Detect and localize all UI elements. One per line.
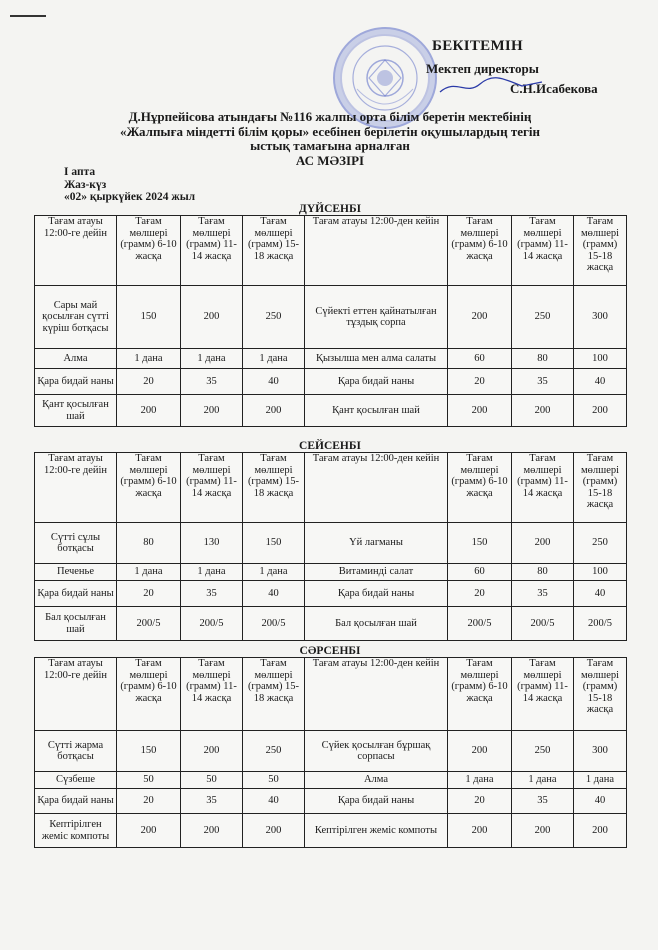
table-cell: Кептірілген жеміс компоты — [305, 814, 448, 848]
header-cell: Тағам мөлшері (грамм) 15-18 жасқа — [574, 658, 627, 731]
table-cell: 35 — [181, 789, 243, 814]
table-row — [35, 772, 627, 789]
table-cell: 100 — [574, 564, 627, 581]
table-cell: 200 — [448, 286, 512, 349]
header-cell: Тағам мөлшері (грамм) 11-14 жасқа — [181, 216, 243, 286]
table-cell: Алма — [35, 349, 117, 369]
table-cell: 1 дана — [181, 349, 243, 369]
table-cell: Витаминді салат — [305, 564, 448, 581]
table-cell: 50 — [243, 772, 305, 789]
document-title — [80, 110, 580, 168]
table-row — [35, 607, 627, 641]
date-label: «02» қыркүйек 2024 жыл — [64, 191, 196, 203]
table-cell: 1 дана — [574, 772, 627, 789]
table-cell: 200 — [243, 814, 305, 848]
table-cell: Кептірілген жеміс компоты — [35, 814, 117, 848]
table-cell: 1 дана — [243, 564, 305, 581]
table-cell: 1 дана — [243, 349, 305, 369]
table-cell: Қара бидай наны — [305, 369, 448, 395]
table-cell: Сүйек қосылған бұршақ сорпасы — [305, 731, 448, 772]
table-cell: 1 дана — [181, 564, 243, 581]
season-label: Жаз-күз — [64, 178, 107, 191]
table-cell: Печенье — [35, 564, 117, 581]
table-cell: 150 — [117, 286, 181, 349]
menu-meta — [64, 166, 195, 204]
header-cell: Тағам мөлшері (грамм) 15-18 жасқа — [243, 216, 305, 286]
table-cell: Алма — [305, 772, 448, 789]
table-cell: 200/5 — [512, 607, 574, 641]
table-cell: 20 — [448, 581, 512, 607]
table-cell: 35 — [512, 581, 574, 607]
table-cell: Үй лагманы — [305, 523, 448, 564]
approval-name: С.Н.Исабекова — [510, 81, 598, 96]
table-cell: Сүзбеше — [35, 772, 117, 789]
table-cell: 200 — [181, 731, 243, 772]
table-cell: 200 — [181, 814, 243, 848]
table-cell: 1 дана — [448, 772, 512, 789]
day-label: СЕЙСЕНБІ — [299, 440, 361, 452]
table-cell: 200 — [117, 814, 181, 848]
menu-table — [34, 452, 627, 641]
table-cell: 200 — [448, 814, 512, 848]
table-cell: 50 — [181, 772, 243, 789]
table-cell: Қара бидай наны — [305, 789, 448, 814]
table-cell: 200 — [181, 395, 243, 427]
table-cell: 1 дана — [512, 772, 574, 789]
header-cell: Тағам мөлшері (грамм) 11-14 жасқа — [512, 453, 574, 523]
table-cell: Қант қосылған шай — [35, 395, 117, 427]
table-row — [35, 286, 627, 349]
table-row — [35, 581, 627, 607]
table-cell: Сүтті сұлы ботқасы — [35, 523, 117, 564]
table-cell: 300 — [574, 286, 627, 349]
director-signature — [436, 74, 546, 98]
approval-title: БЕКІТЕМІН — [432, 38, 524, 54]
day-label: СӘРСЕНБІ — [299, 645, 361, 657]
table-cell: 40 — [243, 789, 305, 814]
table-cell: 250 — [243, 286, 305, 349]
header-cell: Тағам мөлшері (грамм) 15-18 жасқа — [243, 658, 305, 731]
table-cell: Бал қосылған шай — [305, 607, 448, 641]
table-cell: 35 — [181, 369, 243, 395]
table-cell: 80 — [512, 564, 574, 581]
header-cell: Тағам атауы 12:00-ге дейін — [35, 658, 117, 731]
header-row — [35, 658, 627, 731]
menu-table — [34, 657, 627, 848]
header-cell: Тағам атауы 12:00-ден кейін — [305, 453, 448, 523]
title-line-1: Д.Нұрпейісова атындағы №116 жалпы орта білім беретін мектебінің — [128, 109, 532, 124]
header-cell: Тағам мөлшері (грамм) 6-10 жасқа — [448, 658, 512, 731]
header-cell: Тағам атауы 12:00-ден кейін — [305, 658, 448, 731]
header-cell: Тағам мөлшері (грамм) 15-18 жасқа — [574, 453, 627, 523]
table-cell: Сүйекті еттен қайнатылған тұздық сорпа — [305, 286, 448, 349]
table-cell: Қара бидай наны — [35, 369, 117, 395]
header-cell: Тағам атауы 12:00-ден кейін — [305, 216, 448, 286]
header-cell: Тағам атауы 12:00-ге дейін — [35, 453, 117, 523]
table-cell: 150 — [117, 731, 181, 772]
table-cell: 20 — [117, 369, 181, 395]
table-cell: 20 — [448, 789, 512, 814]
table-cell: 40 — [574, 369, 627, 395]
table-row — [35, 814, 627, 848]
table-cell: 35 — [512, 369, 574, 395]
table-cell: 200 — [512, 523, 574, 564]
table-cell: 200 — [448, 731, 512, 772]
table-cell: 200 — [512, 814, 574, 848]
table-cell: 300 — [574, 731, 627, 772]
table-cell: 250 — [243, 731, 305, 772]
table-cell: 200 — [243, 395, 305, 427]
header-row — [35, 453, 627, 523]
table-cell: 80 — [512, 349, 574, 369]
table-row — [35, 369, 627, 395]
table-cell: 200 — [512, 395, 574, 427]
table-cell: 200 — [181, 286, 243, 349]
table-cell: 130 — [181, 523, 243, 564]
header-cell: Тағам мөлшері (грамм) 6-10 жасқа — [448, 453, 512, 523]
table-cell: 20 — [448, 369, 512, 395]
table-cell: 100 — [574, 349, 627, 369]
header-row — [35, 216, 627, 286]
table-cell: 250 — [512, 286, 574, 349]
table-cell: Сары май қосылған сүтті күріш ботқасы — [35, 286, 117, 349]
table-cell: 200/5 — [117, 607, 181, 641]
title-line-2: «Жалпыға міндетті білім қоры» есебінен берілетін оқушылардың тегін — [120, 123, 540, 139]
table-cell: 50 — [117, 772, 181, 789]
table-cell: 35 — [181, 581, 243, 607]
corner-mark — [10, 15, 46, 17]
table-cell: 200 — [574, 395, 627, 427]
table-cell: 1 дана — [117, 349, 181, 369]
header-cell: Тағам мөлшері (грамм) 6-10 жасқа — [117, 453, 181, 523]
header-cell: Тағам мөлшері (грамм) 11-14 жасқа — [512, 658, 574, 731]
table-cell: 40 — [243, 369, 305, 395]
table-cell: 150 — [448, 523, 512, 564]
table-row — [35, 789, 627, 814]
table-cell: 1 дана — [117, 564, 181, 581]
table-cell: Қант қосылған шай — [305, 395, 448, 427]
table-cell: 40 — [574, 581, 627, 607]
table-cell: Қара бидай наны — [35, 789, 117, 814]
table-cell: 200/5 — [448, 607, 512, 641]
header-cell: Тағам мөлшері (грамм) 11-14 жасқа — [181, 453, 243, 523]
title-line-4: АС МӘЗІРІ — [295, 152, 365, 168]
header-cell: Тағам мөлшері (грамм) 15-18 жасқа — [243, 453, 305, 523]
table-cell: Қызылша мен алма салаты — [305, 349, 448, 369]
table-cell: 60 — [448, 564, 512, 581]
table-cell: 200 — [574, 814, 627, 848]
table-cell: 200 — [448, 395, 512, 427]
header-cell: Тағам мөлшері (грамм) 6-10 жасқа — [117, 216, 181, 286]
table-cell: 200/5 — [574, 607, 627, 641]
table-cell: 20 — [117, 789, 181, 814]
table-cell: Қара бидай наны — [35, 581, 117, 607]
table-cell: 150 — [243, 523, 305, 564]
header-cell: Тағам атауы 12:00-ге дейін — [35, 216, 117, 286]
table-cell: 60 — [448, 349, 512, 369]
table-row — [35, 523, 627, 564]
table-cell: 20 — [117, 581, 181, 607]
table-cell: Сүтті жарма ботқасы — [35, 731, 117, 772]
table-cell: 250 — [512, 731, 574, 772]
title-line-3: ыстық тамағына арналған — [250, 138, 410, 153]
header-cell: Тағам мөлшері (грамм) 6-10 жасқа — [448, 216, 512, 286]
table-row — [35, 564, 627, 581]
menu-table — [34, 215, 627, 427]
table-cell: 40 — [243, 581, 305, 607]
table-row — [35, 395, 627, 427]
table-cell: 40 — [574, 789, 627, 814]
day-label: ДҮЙСЕНБІ — [298, 203, 362, 215]
table-cell: 200/5 — [243, 607, 305, 641]
header-cell: Тағам мөлшері (грамм) 11-14 жасқа — [512, 216, 574, 286]
header-cell: Тағам мөлшері (грамм) 15-18 жасқа — [574, 216, 627, 286]
week-label: I апта — [64, 166, 96, 178]
approval-position: Мектеп директоры — [426, 61, 539, 76]
table-cell: 35 — [512, 789, 574, 814]
table-cell: 250 — [574, 523, 627, 564]
header-cell: Тағам мөлшері (грамм) 6-10 жасқа — [117, 658, 181, 731]
table-row — [35, 731, 627, 772]
table-cell: 200 — [117, 395, 181, 427]
table-cell: Бал қосылған шай — [35, 607, 117, 641]
table-cell: 80 — [117, 523, 181, 564]
table-row — [35, 349, 627, 369]
table-cell: 200/5 — [181, 607, 243, 641]
table-cell: Қара бидай наны — [305, 581, 448, 607]
header-cell: Тағам мөлшері (грамм) 11-14 жасқа — [181, 658, 243, 731]
